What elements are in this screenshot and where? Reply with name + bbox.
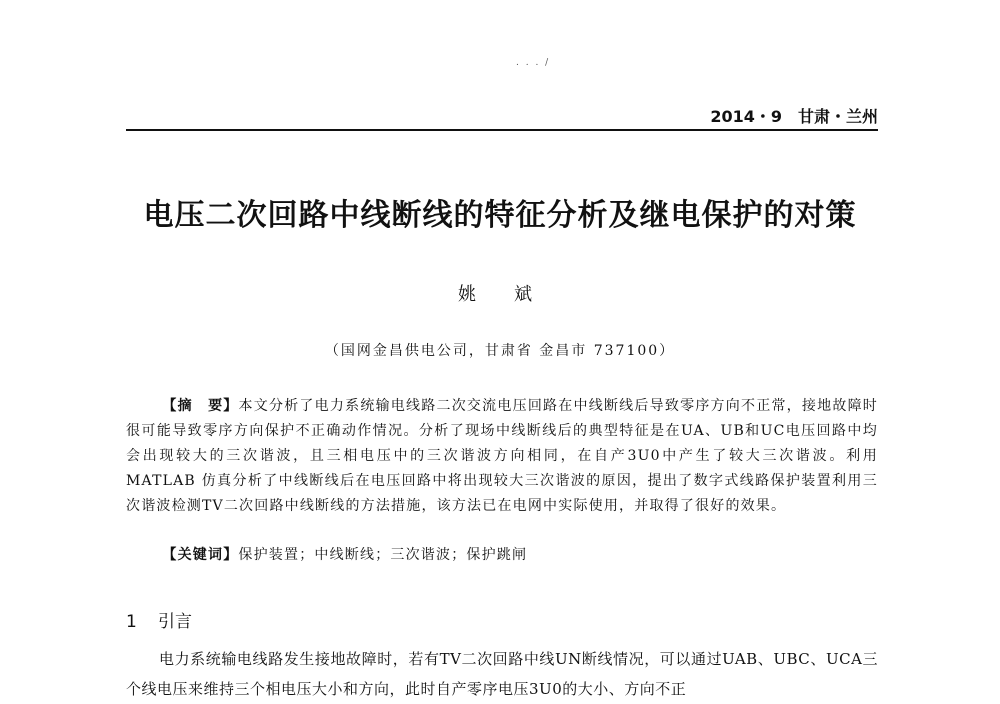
abstract-label: 【摘 要】	[162, 398, 239, 414]
article-title: 电压二次回路中线断线的特征分析及继电保护的对策	[143, 198, 857, 233]
keywords	[126, 543, 878, 568]
author-affiliation: （国网金昌供电公司，甘肃省 金昌市 737100）	[324, 343, 676, 359]
keywords-label: 【关键词】	[162, 547, 239, 563]
page-top-mark: . . . /	[516, 58, 551, 68]
section-number: 1	[126, 612, 137, 632]
abstract	[126, 394, 878, 519]
keywords-text: 保护装置；中线断线；三次谐波；保护跳闸	[238, 547, 528, 563]
issue-info: 2014・9 甘肃・兰州	[710, 107, 878, 126]
article-author: 姚 斌	[458, 284, 542, 305]
section-body-text: 电力系统输电线路发生接地故障时，若有TV二次回路中线UN断线情况，可以通过UAB、UBC、UCA三个线电压来维持三个相电压大小和方向，此时自产零序电压3U0的大小、方向不正	[126, 650, 878, 698]
section-title: 引言	[158, 612, 192, 632]
section-heading	[126, 607, 192, 632]
abstract-text: 本文分析了电力系统输电线路二次交流电压回路在中线断线后导致零序方向不正常，接地故障时很可能导致零序方向保护不正确动作情况。分析了现场中线断线后的典型特征是在UA、UB和UC电压回路中均会出现较大的三次谐波，且三相电压中的三次谐波方向相同，在自产3U0中产生了较大三次谐波。利用MATLAB 仿真分析了中线断线后在电压回路中将出现较大三次谐波的原因，提出了数字式线路保护装置利用三次谐波检测TV二次回路中线断线的方法措施，该方法已在电网中实际使用，并取得了很好的效果。	[126, 398, 879, 514]
header-divider	[126, 129, 878, 131]
